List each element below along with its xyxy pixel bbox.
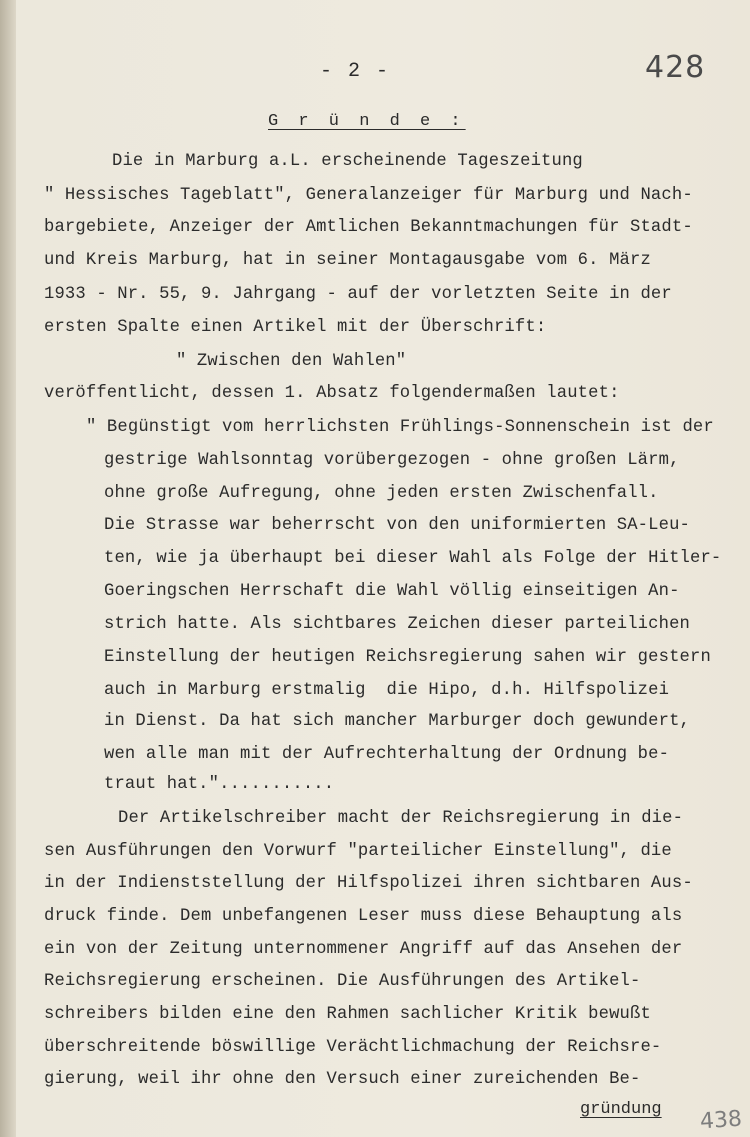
quote-line: strich hatte. Als sichtbares Zeichen dieser parteilichen — [104, 615, 690, 634]
text-line: druck finde. Dem unbefangenen Leser muss diese Behauptung als — [44, 907, 683, 926]
quoted-title: " Zwischen den Wahlen" — [176, 352, 407, 371]
text-line: schreibers bilden eine den Rahmen sachlicher Kritik bewußt — [44, 1005, 651, 1024]
catchword: gründung — [580, 1100, 662, 1119]
text-line: sen Ausführungen den Vorwurf "parteilicher Einstellung", die — [44, 842, 672, 861]
folio-number: 428 — [645, 50, 706, 85]
text-line: in der Indienststellung der Hilfspolizei ihren sichtbaren Aus- — [44, 874, 693, 893]
quote-line: gestrige Wahlsonntag vorübergezogen - ohne großen Lärm, — [104, 451, 680, 470]
quote-line: Die Strasse war beherrscht von den uniformierten SA-Leu- — [104, 516, 690, 535]
text-line: 1933 - Nr. 55, 9. Jahrgang - auf der vorletzten Seite in der — [44, 285, 672, 304]
quote-line: ohne große Aufregung, ohne jeden ersten Zwischenfall. — [104, 484, 659, 503]
text-line: Die in Marburg a.L. erscheinende Tageszeitung — [112, 152, 583, 171]
text-line: veröffentlicht, dessen 1. Absatz folgendermaßen lautet: — [44, 384, 620, 403]
quote-line: wen alle man mit der Aufrechterhaltung der Ordnung be- — [104, 745, 670, 764]
text-line: Reichsregierung erscheinen. Die Ausführungen des Artikel- — [44, 972, 641, 991]
text-line: ersten Spalte einen Artikel mit der Überschrift: — [44, 318, 547, 337]
section-heading: G r ü n d e : — [268, 112, 466, 131]
text-line: und Kreis Marburg, hat in seiner Montagausgabe vom 6. März — [44, 251, 651, 270]
text-line: " Hessisches Tageblatt", Generalanzeiger für Marburg und Nach- — [44, 186, 693, 205]
quote-line: ten, wie ja überhaupt bei dieser Wahl als Folge der Hitler- — [104, 549, 722, 568]
page-number: - 2 - — [320, 60, 391, 83]
text-line: gierung, weil ihr ohne den Versuch einer zureichenden Be- — [44, 1070, 641, 1089]
page-binding-edge — [0, 0, 16, 1137]
quote-line: Goeringschen Herrschaft die Wahl völlig einseitigen An- — [104, 582, 680, 601]
quote-line: " Begünstigt vom herrlichsten Frühlings-Sonnenschein ist der — [86, 418, 714, 437]
text-line: Der Artikelschreiber macht der Reichsregierung in die- — [118, 809, 684, 828]
quote-line: in Dienst. Da hat sich mancher Marburger doch gewundert, — [104, 712, 690, 731]
pencil-folio-number: 438 — [699, 1106, 743, 1135]
quote-line: Einstellung der heutigen Reichsregierung sahen wir gestern — [104, 648, 711, 667]
text-line: überschreitende böswillige Verächtlichmachung der Reichsre- — [44, 1038, 662, 1057]
text-line: bargebiete, Anzeiger der Amtlichen Bekanntmachungen für Stadt- — [44, 218, 693, 237]
text-line: ein von der Zeitung unternommener Angriff auf das Ansehen der — [44, 940, 683, 959]
quote-line: auch in Marburg erstmalig die Hipo, d.h. Hilfspolizei — [104, 681, 670, 700]
quote-line: traut hat."........... — [104, 775, 335, 794]
